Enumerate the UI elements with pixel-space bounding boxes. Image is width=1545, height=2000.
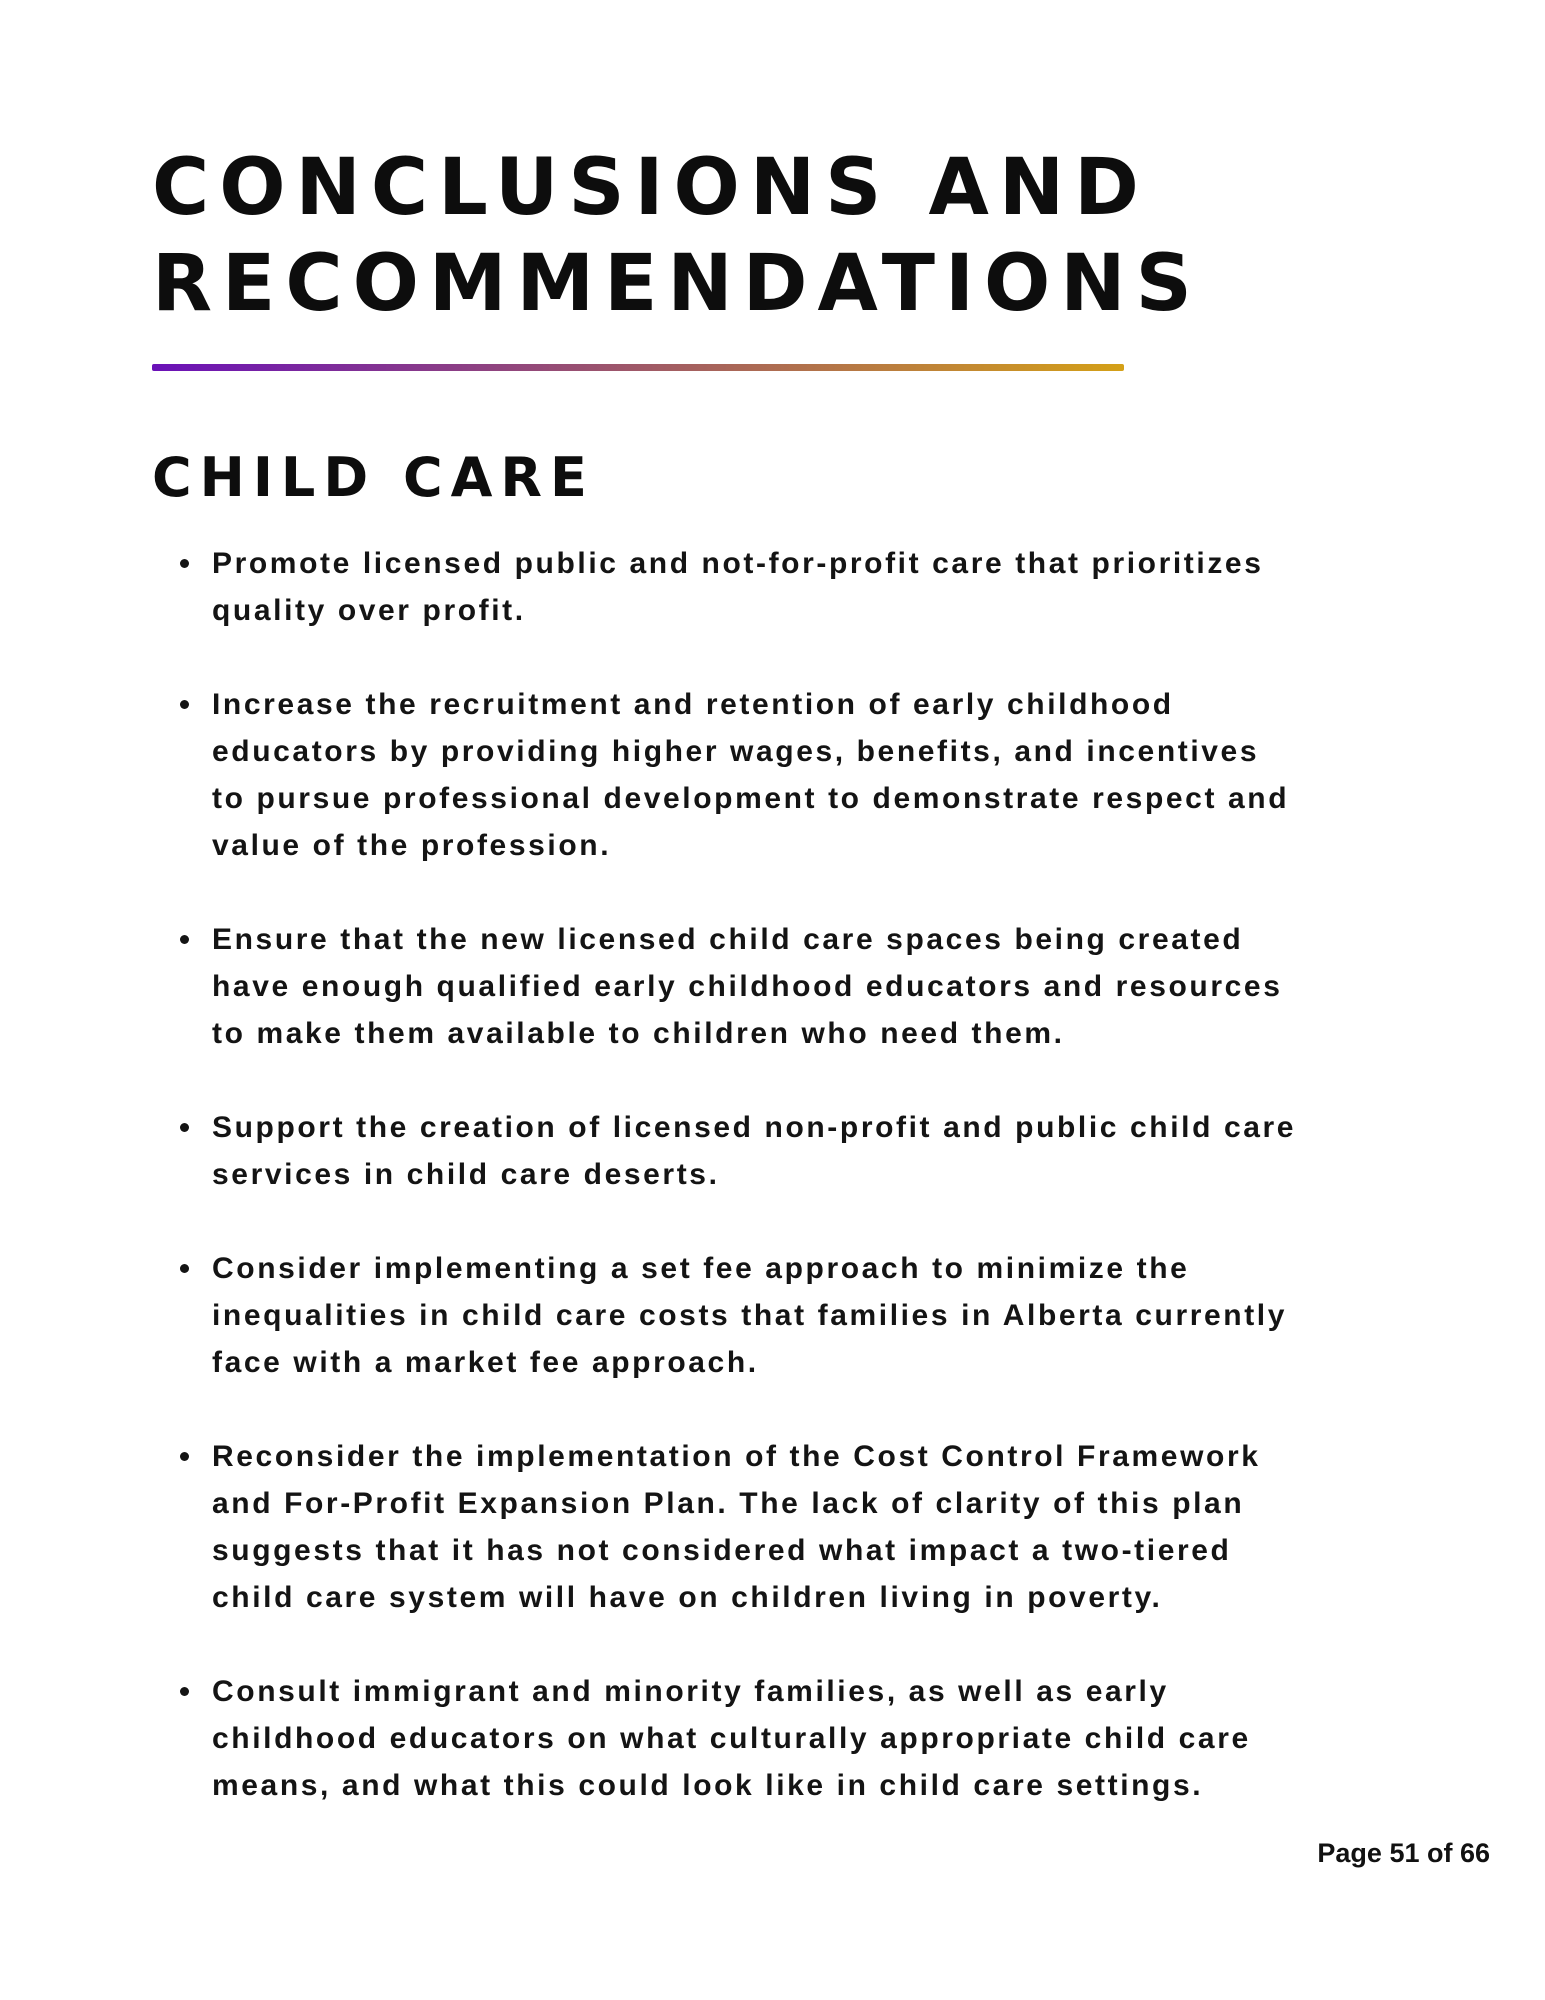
bullet-icon: [180, 935, 189, 944]
recommendation-text-line: face with a market fee approach.: [212, 1346, 759, 1379]
recommendation-item: [180, 916, 1360, 1057]
recommendation-text-line: and For-Profit Expansion Plan. The lack of clarity of this plan: [212, 1487, 1245, 1520]
recommendation-text-line: inequalities in child care costs that families in Alberta currently: [212, 1299, 1288, 1332]
recommendation-text-line: Ensure that the new licensed child care spaces being created: [212, 923, 1244, 956]
recommendation-text-line: educators by providing higher wages, benefits, and incentives: [212, 735, 1260, 768]
bullet-icon: [180, 1452, 189, 1461]
bullet-icon: [180, 559, 189, 568]
page-number: Page 51 of 66: [1317, 1838, 1490, 1868]
recommendation-text-line: child care system will have on children living in poverty.: [212, 1581, 1163, 1614]
recommendation-item: [180, 1668, 1360, 1809]
recommendation-item: [180, 540, 1360, 634]
recommendation-text-line: Promote licensed public and not-for-profit care that prioritizes: [212, 547, 1264, 580]
section-title: CHILD CARE: [152, 446, 595, 509]
bullet-icon: [180, 1264, 189, 1273]
recommendation-text-line: quality over profit.: [212, 594, 526, 627]
recommendation-text-line: value of the profession.: [212, 829, 612, 862]
recommendation-text-line: to pursue professional development to demonstrate respect and: [212, 782, 1290, 815]
bullet-icon: [180, 1687, 189, 1696]
gradient-divider: [152, 364, 1124, 371]
recommendation-text-line: have enough qualified early childhood educators and resources: [212, 970, 1283, 1003]
recommendation-text-line: to make them available to children who need them.: [212, 1017, 1065, 1050]
recommendation-text-line: suggests that it has not considered what impact a two-tiered: [212, 1534, 1232, 1567]
recommendation-item: [180, 1104, 1360, 1198]
recommendation-text-line: Consider implementing a set fee approach to minimize the: [212, 1252, 1190, 1285]
recommendation-text-line: Increase the recruitment and retention of early childhood: [212, 688, 1174, 721]
recommendation-text-line: childhood educators on what culturally appropriate child care: [212, 1722, 1251, 1755]
page-title-line-1: CONCLUSIONS AND: [152, 143, 1149, 233]
recommendation-item: [180, 681, 1360, 869]
page-title-line-2: RECOMMENDATIONS: [152, 239, 1202, 329]
bullet-icon: [180, 1123, 189, 1132]
recommendation-text-line: services in child care deserts.: [212, 1158, 720, 1191]
bullet-icon: [180, 700, 189, 709]
recommendation-text-line: Support the creation of licensed non-profit and public child care: [212, 1111, 1297, 1144]
page-title: [152, 140, 1202, 332]
recommendation-text-line: Consult immigrant and minority families, as well as early: [212, 1675, 1169, 1708]
recommendation-list: [180, 540, 1360, 1856]
recommendation-text-line: Reconsider the implementation of the Cost Control Framework: [212, 1440, 1261, 1473]
recommendation-item: [180, 1245, 1360, 1386]
recommendation-text-line: means, and what this could look like in child care settings.: [212, 1769, 1204, 1802]
recommendation-item: [180, 1433, 1360, 1621]
